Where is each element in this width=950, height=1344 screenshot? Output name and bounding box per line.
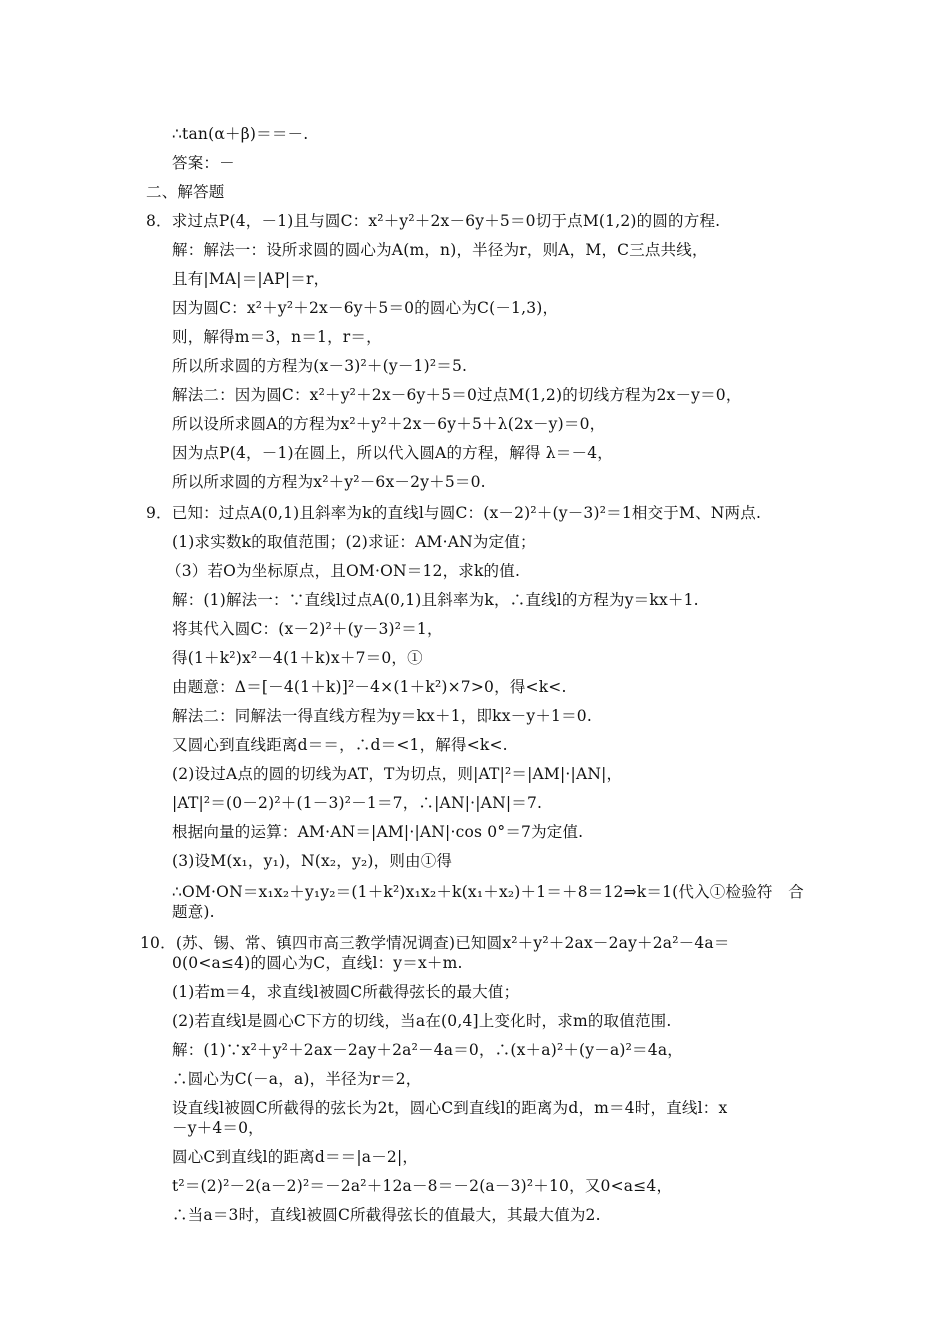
- text-line: 将其代入圆C：(x－2)²＋(y－3)²＝1，: [172, 620, 443, 638]
- text-line: ∴当a＝3时，直线l被圆C所截得弦长的值最大，其最大值为2.: [172, 1206, 601, 1224]
- text-line: 得(1＋k²)x²－4(1＋k)x＋7＝0，①: [172, 649, 423, 667]
- text-line: (2)设过A点的圆的切线为AT，T为切点，则|AT|²＝|AM|·|AN|，: [172, 765, 623, 783]
- answer-line: 答案：－: [172, 154, 235, 172]
- section-heading: 二、解答题: [146, 183, 225, 201]
- problem-10-statement: 10．(苏、锡、常、镇四市高三教学情况调查)已知圆x²＋y²＋2ax－2ay＋2a²－4a＝: [140, 934, 730, 952]
- text-line: 又圆心到直线距离d＝＝，∴d＝<1，解得<k<.: [172, 736, 508, 754]
- text-line: 解：(1)解法一：∵直线l过点A(0,1)且斜率为k，∴直线l的方程为y＝kx＋1.: [172, 591, 699, 609]
- text-line: 解：(1)∵x²＋y²＋2ax－2ay＋2a²－4a＝0，∴(x＋a)²＋(y－a)²＝4a，: [172, 1041, 683, 1059]
- text-line: 所以所求圆的方程为x²＋y²－6x－2y＋5＝0.: [172, 473, 486, 491]
- text-line: ∴OM·ON＝x₁x₂＋y₁y₂＝(1＋k²)x₁x₂＋k(x₁＋x₂)＋1＝＋8＝12⇒k＝1(代入①检验符 合: [172, 883, 804, 901]
- text-line: 且有|MA|＝|AP|＝r，: [172, 270, 330, 288]
- text-line: 解法二：同解法一得直线方程为y＝kx＋1，即kx－y＋1＝0.: [172, 707, 592, 725]
- text-line: （3）若O为坐标原点，且OM·ON＝12，求k的值.: [166, 562, 521, 580]
- text-line: 设直线l被圆C所截得的弦长为2t，圆心C到直线l的距离为d，m＝4时，直线l：x: [172, 1099, 728, 1117]
- text-line: 0(0<a≤4)的圆心为C，直线l：y＝x＋m.: [172, 954, 463, 972]
- problem-8-statement: 8．求过点P(4，－1)且与圆C：x²＋y²＋2x－6y＋5＝0切于点M(1,2)的圆的方程.: [146, 212, 721, 230]
- text-line: 则，解得m＝3，n＝1，r＝，: [172, 328, 382, 346]
- text-line: t²＝(2)²－2(a－2)²＝－2a²＋12a－8＝－2(a－3)²＋10，又0<a≤4，: [172, 1177, 673, 1195]
- text-line: 解：解法一：设所求圆的圆心为A(m，n)，半径为r，则A，M，C三点共线，: [172, 241, 708, 259]
- text-line: 所以所求圆的方程为(x－3)²＋(y－1)²＝5.: [172, 357, 468, 375]
- text-line: 因为圆C：x²＋y²＋2x－6y＋5＝0的圆心为C(－1,3)，: [172, 299, 559, 317]
- text-line: (1)若m＝4，求直线l被圆C所截得弦长的最大值；: [172, 983, 520, 1001]
- text-line: (1)求实数k的取值范围；(2)求证：AM·AN为定值；: [172, 533, 536, 551]
- text-line: 题意).: [172, 903, 215, 921]
- text-line: 解法二：因为圆C：x²＋y²＋2x－6y＋5＝0过点M(1,2)的切线方程为2x－y＝0，: [172, 386, 742, 404]
- text-line: (2)若直线l是圆心C下方的切线，当a在(0,4]上变化时，求m的取值范围.: [172, 1012, 672, 1030]
- text-line: ∴tan(α＋β)＝＝－.: [172, 125, 309, 143]
- text-line: ∴圆心为C(－a，a)，半径为r＝2，: [172, 1070, 422, 1088]
- text-line: －y＋4＝0，: [172, 1119, 264, 1137]
- text-line: 根据向量的运算：AM·AN＝|AM|·|AN|·cos 0°＝7为定值.: [172, 823, 584, 841]
- text-line: 所以设所求圆A的方程为x²＋y²＋2x－6y＋5＋λ(2x－y)＝0，: [172, 415, 606, 433]
- text-line: (3)设M(x₁，y₁)，N(x₂，y₂)，则由①得: [172, 852, 453, 870]
- text-line: 因为点P(4，－1)在圆上，所以代入圆A的方程，解得 λ＝－4，: [172, 444, 613, 462]
- text-line: |AT|²＝(0－2)²＋(1－3)²－1＝7，∴|AN|·|AN|＝7.: [172, 794, 543, 812]
- problem-9-statement: 9．已知：过点A(0,1)且斜率为k的直线l与圆C：(x－2)²＋(y－3)²＝1相交于M、N两点.: [146, 504, 762, 522]
- text-line: 圆心C到直线l的距离d＝＝|a－2|，: [172, 1148, 419, 1166]
- text-line: 由题意：Δ＝[－4(1＋k)]²－4×(1＋k²)×7>0，得<k<.: [172, 678, 567, 696]
